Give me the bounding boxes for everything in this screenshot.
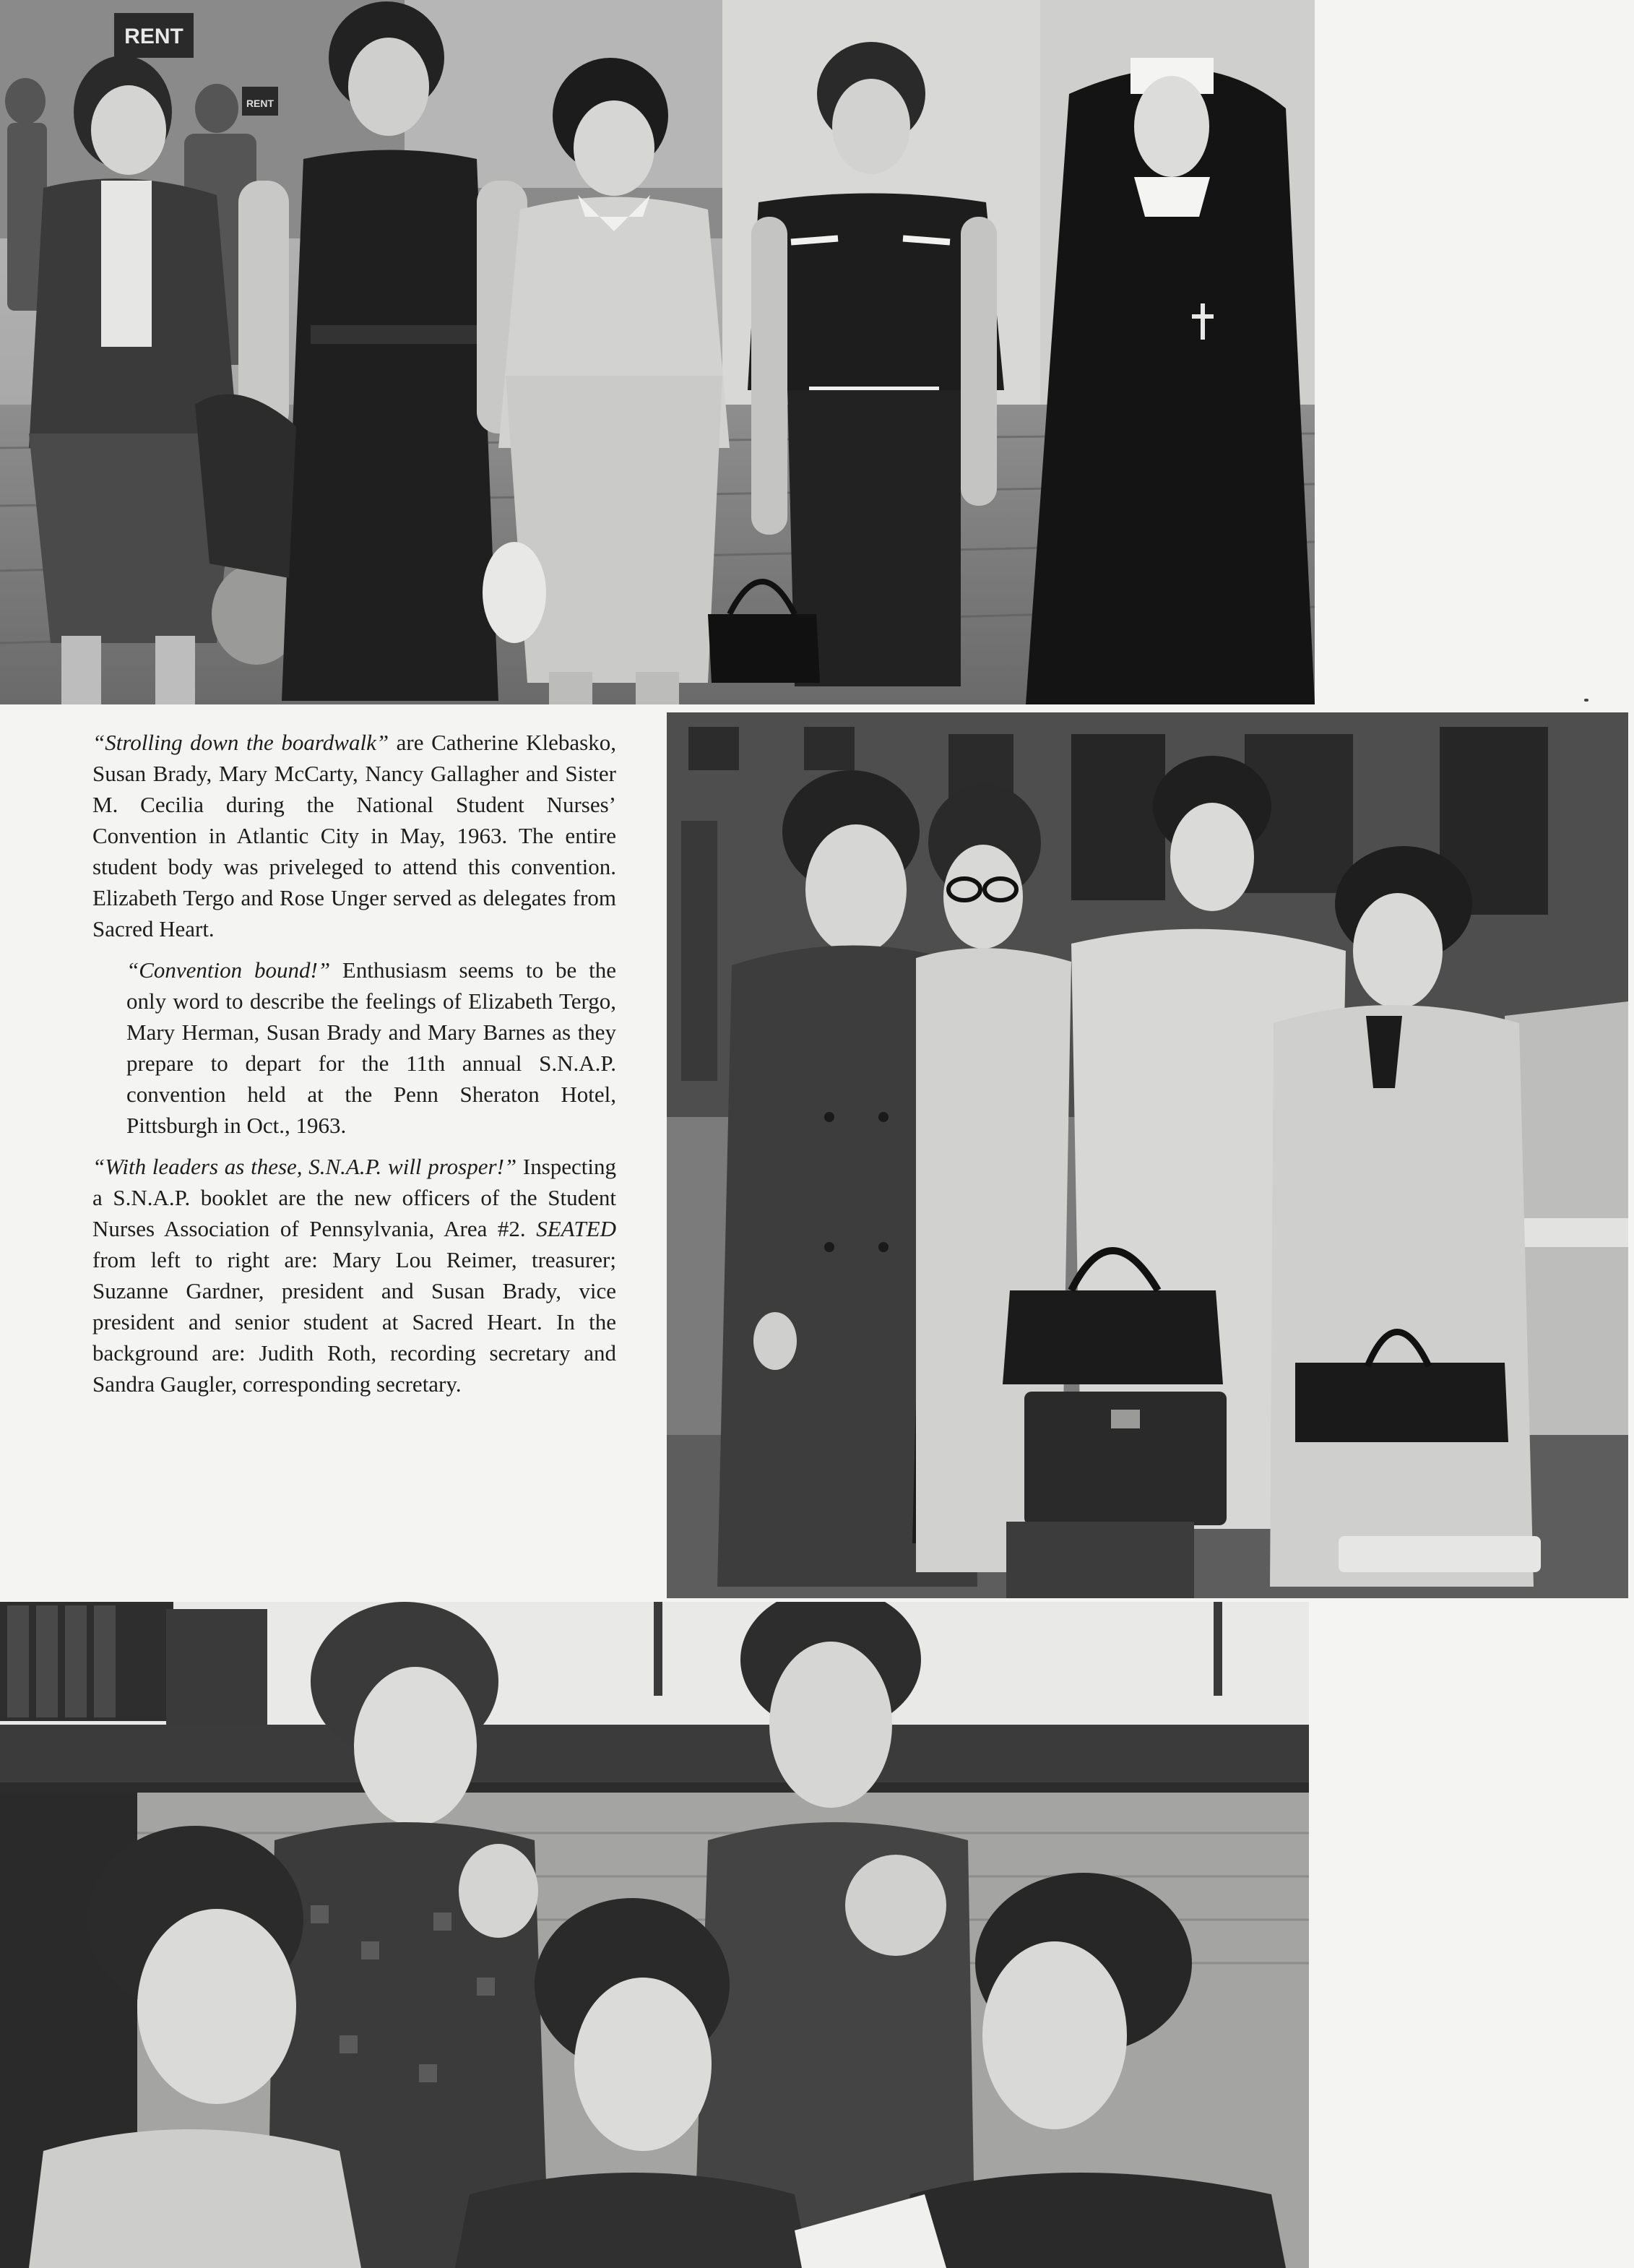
boardwalk-photo xyxy=(0,0,1315,704)
officers-photo xyxy=(0,1602,1309,2268)
caption-officers xyxy=(92,1151,616,1400)
caption-boardwalk xyxy=(92,727,616,944)
convention-photo xyxy=(667,712,1628,1598)
caption-boardwalk-text: are Catherine Klebasko, Susan Brady, Mary McCarty, Nancy Gallagher and Sister M. Cecilia during the National Student Nurses’ Convention in Atlantic City in May, 1963. The entire student body was priveleged to attend this convention. Elizabeth Tergo and Rose Unger served as delegates from Sacred Heart. xyxy=(92,730,616,941)
caption-boardwalk-lead: “Strolling down the boardwalk” xyxy=(92,730,389,755)
scan-speck xyxy=(1584,699,1588,702)
convention-photo-image xyxy=(667,712,1628,1598)
caption-block xyxy=(92,727,616,1410)
caption-officers-seated: SEATED xyxy=(536,1216,616,1241)
caption-officers-text-1: Inspecting a S.N.A.P. booklet are the new officers of the Student Nurses Association of Pennsylvania, Area #2. xyxy=(92,1154,616,1241)
caption-convention xyxy=(126,954,616,1141)
rent-sign-2-text: RENT xyxy=(246,98,275,109)
caption-convention-lead: “Convention bound!” xyxy=(126,957,331,983)
rent-sign-text: RENT xyxy=(124,25,183,48)
caption-officers-text-2: from left to right are: Mary Lou Reimer, treasurer; Suzanne Gardner, president and Susan Brady, vice president and senior student at Sacred Heart. In the background are: Judith Roth, recording secretary and Sandra Gaugler, corresponding secretary. xyxy=(92,1247,616,1397)
caption-officers-lead: “With leaders as these, S.N.A.P. will prosper!” xyxy=(92,1154,517,1179)
officers-photo-image xyxy=(0,1602,1309,2268)
boardwalk-photo-image xyxy=(0,0,1315,704)
caption-convention-text: Enthusiasm seems to be the only word to describe the feelings of Elizabeth Tergo, Mary Herman, Susan Brady and Mary Barnes as they prepare to depart for the 11th annual S.N.A.P. convention held at the Penn Sheraton Hotel, Pittsburgh in Oct., 1963. xyxy=(126,957,616,1138)
